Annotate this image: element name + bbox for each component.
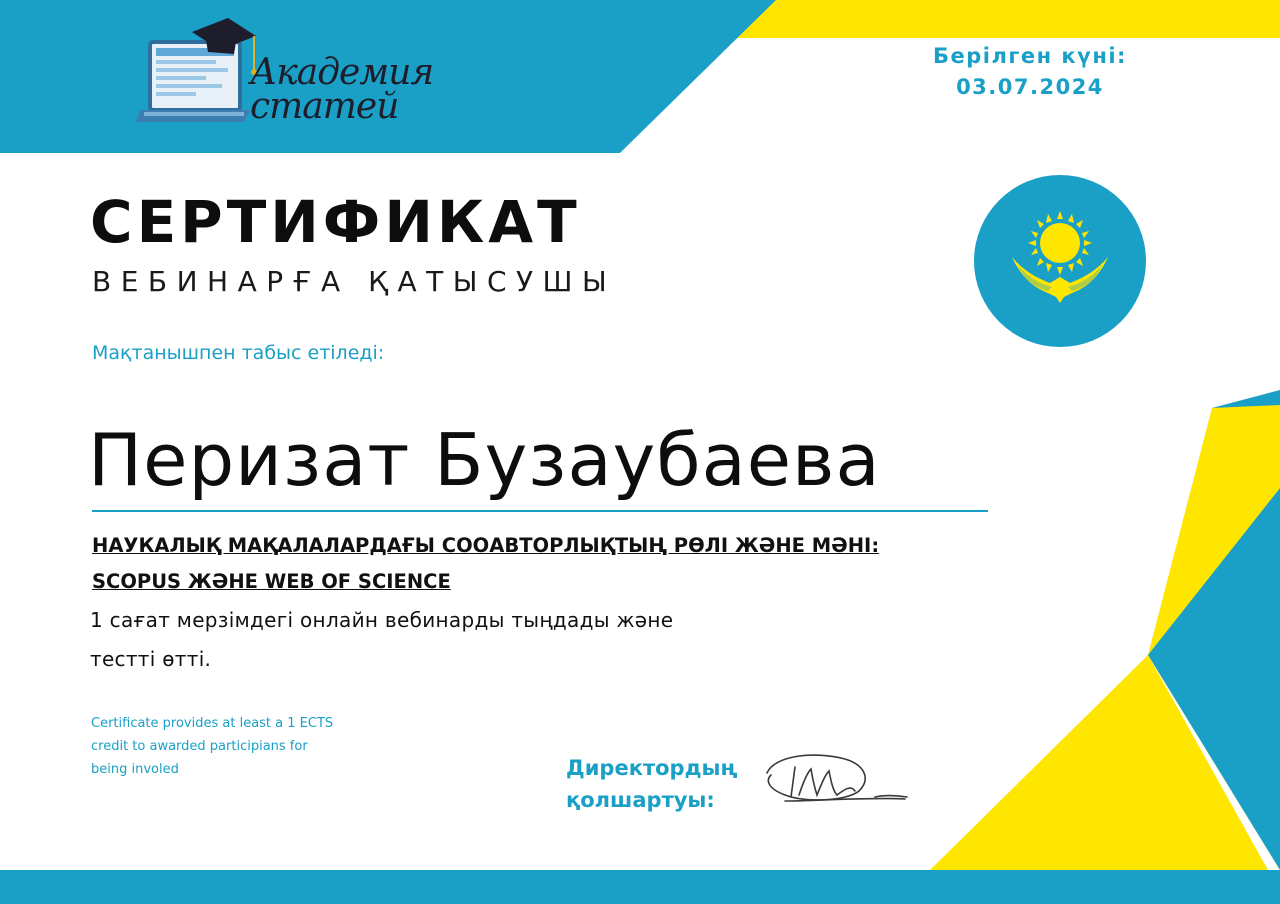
director-signature — [755, 745, 915, 815]
issue-date-label: Берілген күні: — [933, 44, 1127, 68]
brand-name-line1: Академия — [250, 52, 434, 93]
top-yellow-band — [700, 0, 1280, 38]
issue-date-value: 03.07.2024 — [956, 75, 1104, 99]
description-line2: тестті өтті. — [90, 647, 212, 671]
brand-logo — [132, 14, 442, 129]
ects-note-line3: being involed — [91, 762, 179, 777]
recipient-name: Перизат Бузаубаева — [88, 418, 881, 502]
signature-label-line2: қолшартуы: — [566, 788, 715, 812]
certificate-subtitle: ВЕБИНАРҒА ҚАТЫСУШЫ — [92, 265, 617, 298]
name-underline — [92, 510, 988, 512]
brand-name-line2: статей — [250, 86, 399, 127]
ects-note-line1: Certificate provides at least a 1 ECTS — [91, 716, 334, 731]
description-line1: 1 сағат мерзімдегі онлайн вебинарды тыңдады және — [90, 608, 674, 632]
webinar-title-line1: НАУКАЛЫҚ МАҚАЛАЛАРДАҒЫ СООАВТОРЛЫҚТЫҢ РӨЛІ ЖӘНЕ МӘНІ: — [92, 534, 880, 557]
right-blue-strip — [1212, 390, 1280, 408]
signature-label-line1: Директордың — [566, 756, 738, 780]
webinar-title-line2: SCOPUS ЖӘНЕ WEB OF SCIENCE — [92, 570, 451, 593]
laptop-graduation-cap-icon — [132, 14, 262, 129]
bottom-blue-band — [0, 870, 1280, 904]
kazakhstan-flag-emblem-icon — [972, 173, 1148, 349]
ects-note-line2: credit to awarded participians for — [91, 739, 308, 754]
certificate-title: СЕРТИФИКАТ — [90, 188, 581, 256]
awarded-to-label: Мақтанышпен табыс етіледі: — [92, 342, 385, 364]
